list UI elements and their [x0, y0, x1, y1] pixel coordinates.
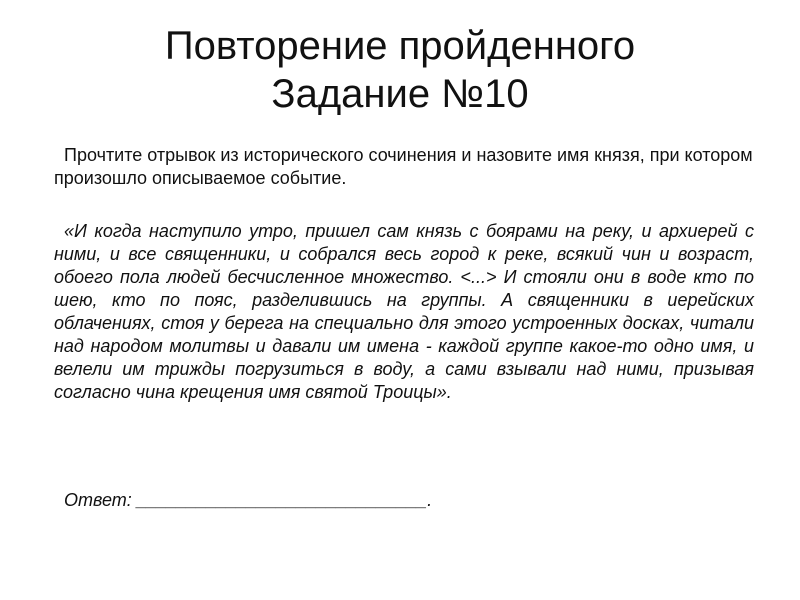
slide-title [0, 22, 800, 118]
answer-line: Ответ: _____________________________. [64, 490, 433, 510]
historical-quote: «И когда наступило утро, пришел сам князь с боярами на реку, и архиерей с ними, и все священники, и собрался весь город к реке, всякий чин и возраст, обоего пола людей бесчисленное множество. <...> И стояли они в воде кто по шею, кто по пояс, разделившись на группы. А священники в иерейских облачениях, стоя у берега на специально для этого устроенных досках, читали над народом молитвы и давали им имена - каждой группе какое-то одно имя, и велели им трижды погрузиться в воду, а сами взывали над ними, призывая согласно чина крещения имя святой Троицы». [54, 221, 754, 402]
title-line-1: Повторение пройденного [164, 24, 636, 68]
task-instruction: Прочтите отрывок из исторического сочинения и назовите имя князя, при котором произошло описываемое событие. [54, 145, 753, 188]
title-line-2: Задание №10 [271, 72, 529, 116]
